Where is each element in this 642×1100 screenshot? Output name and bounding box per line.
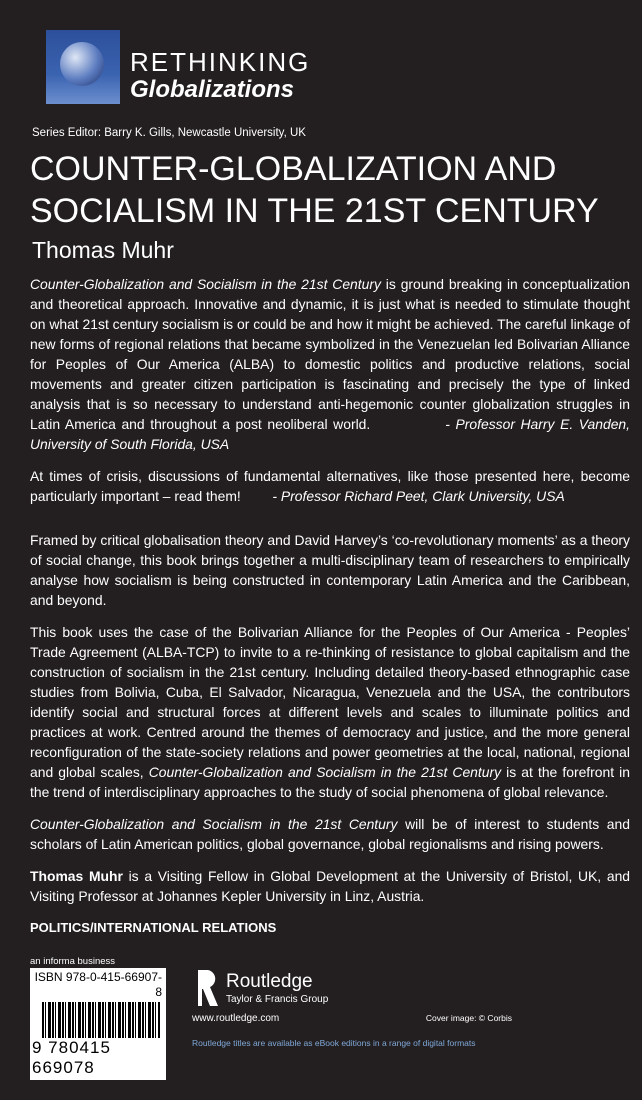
description-paragraph [30,814,630,854]
text: will be of interest to students and scholars of Latin American politics, global governance, global regionalisms and rising powers. [30,816,630,852]
cover-credit: Cover image: © Corbis [425,1013,512,1023]
endorsement-1 [30,274,630,454]
publisher-group: Taylor & Francis Group [226,993,329,1005]
footer [30,956,630,1080]
book-title: COUNTER-GLOBALIZATION AND SOCIALISM IN THE 21ST CENTURY [30,150,599,230]
series-text [130,48,310,104]
series-name: RETHINKING [130,47,311,77]
book-title-ref: Counter-Globalization and Socialism in the 21st Century [30,816,398,832]
informa-label: an informa business [30,956,116,967]
description-paragraph [30,622,630,802]
description-paragraph: Framed by critical globalisation theory and David Harvey’s ‘co-revolutionary moments’ as a theory of social change, this book brings together a multi-disciplinary team of researchers to empirically analyse how socialism is being constructed in contemporary Latin America and the Caribbean, and beyond. [30,532,630,608]
publisher-url[interactable]: www.routledge.com [192,1013,280,1024]
endorsement-text: At times of crisis, discussions of fundamental alternatives, like those presented here, become particularly important – read them! [30,468,630,504]
ebook-note: Routledge titles are available as eBook editions in a range of digital formats [192,1038,476,1048]
series-editor: Series Editor: Barry K. Gills, Newcastle University, UK [32,127,306,139]
author: Thomas Muhr [32,237,174,263]
publisher-column [192,956,512,1080]
barcode [30,968,166,1080]
publisher-name: Routledge [226,970,313,992]
text: is at the forefront in the trend of interdisciplinary approaches to the study of social phenomena of global relevance. [30,764,630,800]
endorsement-2 [30,466,630,506]
ean-number: 9 780415 669078 [32,1038,111,1077]
text: This book uses the case of the Bolivarian Alliance for the Peoples of Our America - Peoples’ Trade Agreement (ALBA-TCP) to invite to a re-thinking of resistance to global capitalism and the construction of socialism in the 21st century. Including detailed theory-based ethnographic case studies from Bolivia, Cuba, El Salvador, Nicaragua, Venezuela and the USA, the contributors identify social and structural forces at different levels and scales to illuminate politics and practices at work. Centred around the themes of democracy and justice, and the more general reconfiguration of the state-society relations and power geometries at the local, national, regional and global scales, [30,624,630,780]
text: is a Visiting Fellow in Global Development at the University of Bristol, UK, and Visiting Professor at Johannes Kepler University in Linz, Austria. [30,868,631,904]
series-subtitle: Globalizations [130,76,295,103]
globe-icon [60,42,104,86]
subject-category: POLITICS/INTERNATIONAL RELATIONS [30,920,277,935]
endorsement-attribution: - Professor Richard Peet, Clark University, USA [272,488,565,504]
barcode-column [30,956,166,1080]
globe-logo [46,30,120,104]
endorsement-text: is ground breaking in conceptualization and theoretical approach. Innovative and dynamic, it is just what is needed to stimulate thought on what 21st century socialism is or could be and how it might be achieved. The careful linkage of new forms of regional relations that became symbolized in the Venezuelan led Bolivarian Alliance for Peoples of Our America (ALBA) to domestic politics and productive relations, social movements and greater citizen participation is fascinating and precisely the type of linked analysis that is so necessary to understand anti-hegemonic counter globalization struggles in Latin America and throughout a post neoliberal world. [30,276,630,432]
bio-name: Thomas Muhr [30,868,123,884]
barcode-bars [42,1002,160,1038]
publisher-logo-row [192,968,512,1008]
routledge-logo-icon [192,968,220,1008]
book-title-ref: Counter-Globalization and Socialism in the 21st Century [148,764,502,780]
endorsement-attribution: - Professor Harry E. Vanden, University of South Florida, USA [30,416,631,452]
book-title-ref: Counter-Globalization and Socialism in the 21st Century [30,276,381,292]
series-header [46,30,630,104]
publisher-text [226,971,328,1006]
isbn: ISBN 978-0-415-66907-8 [34,970,162,999]
url-row [192,1012,512,1025]
author-bio [30,866,630,906]
